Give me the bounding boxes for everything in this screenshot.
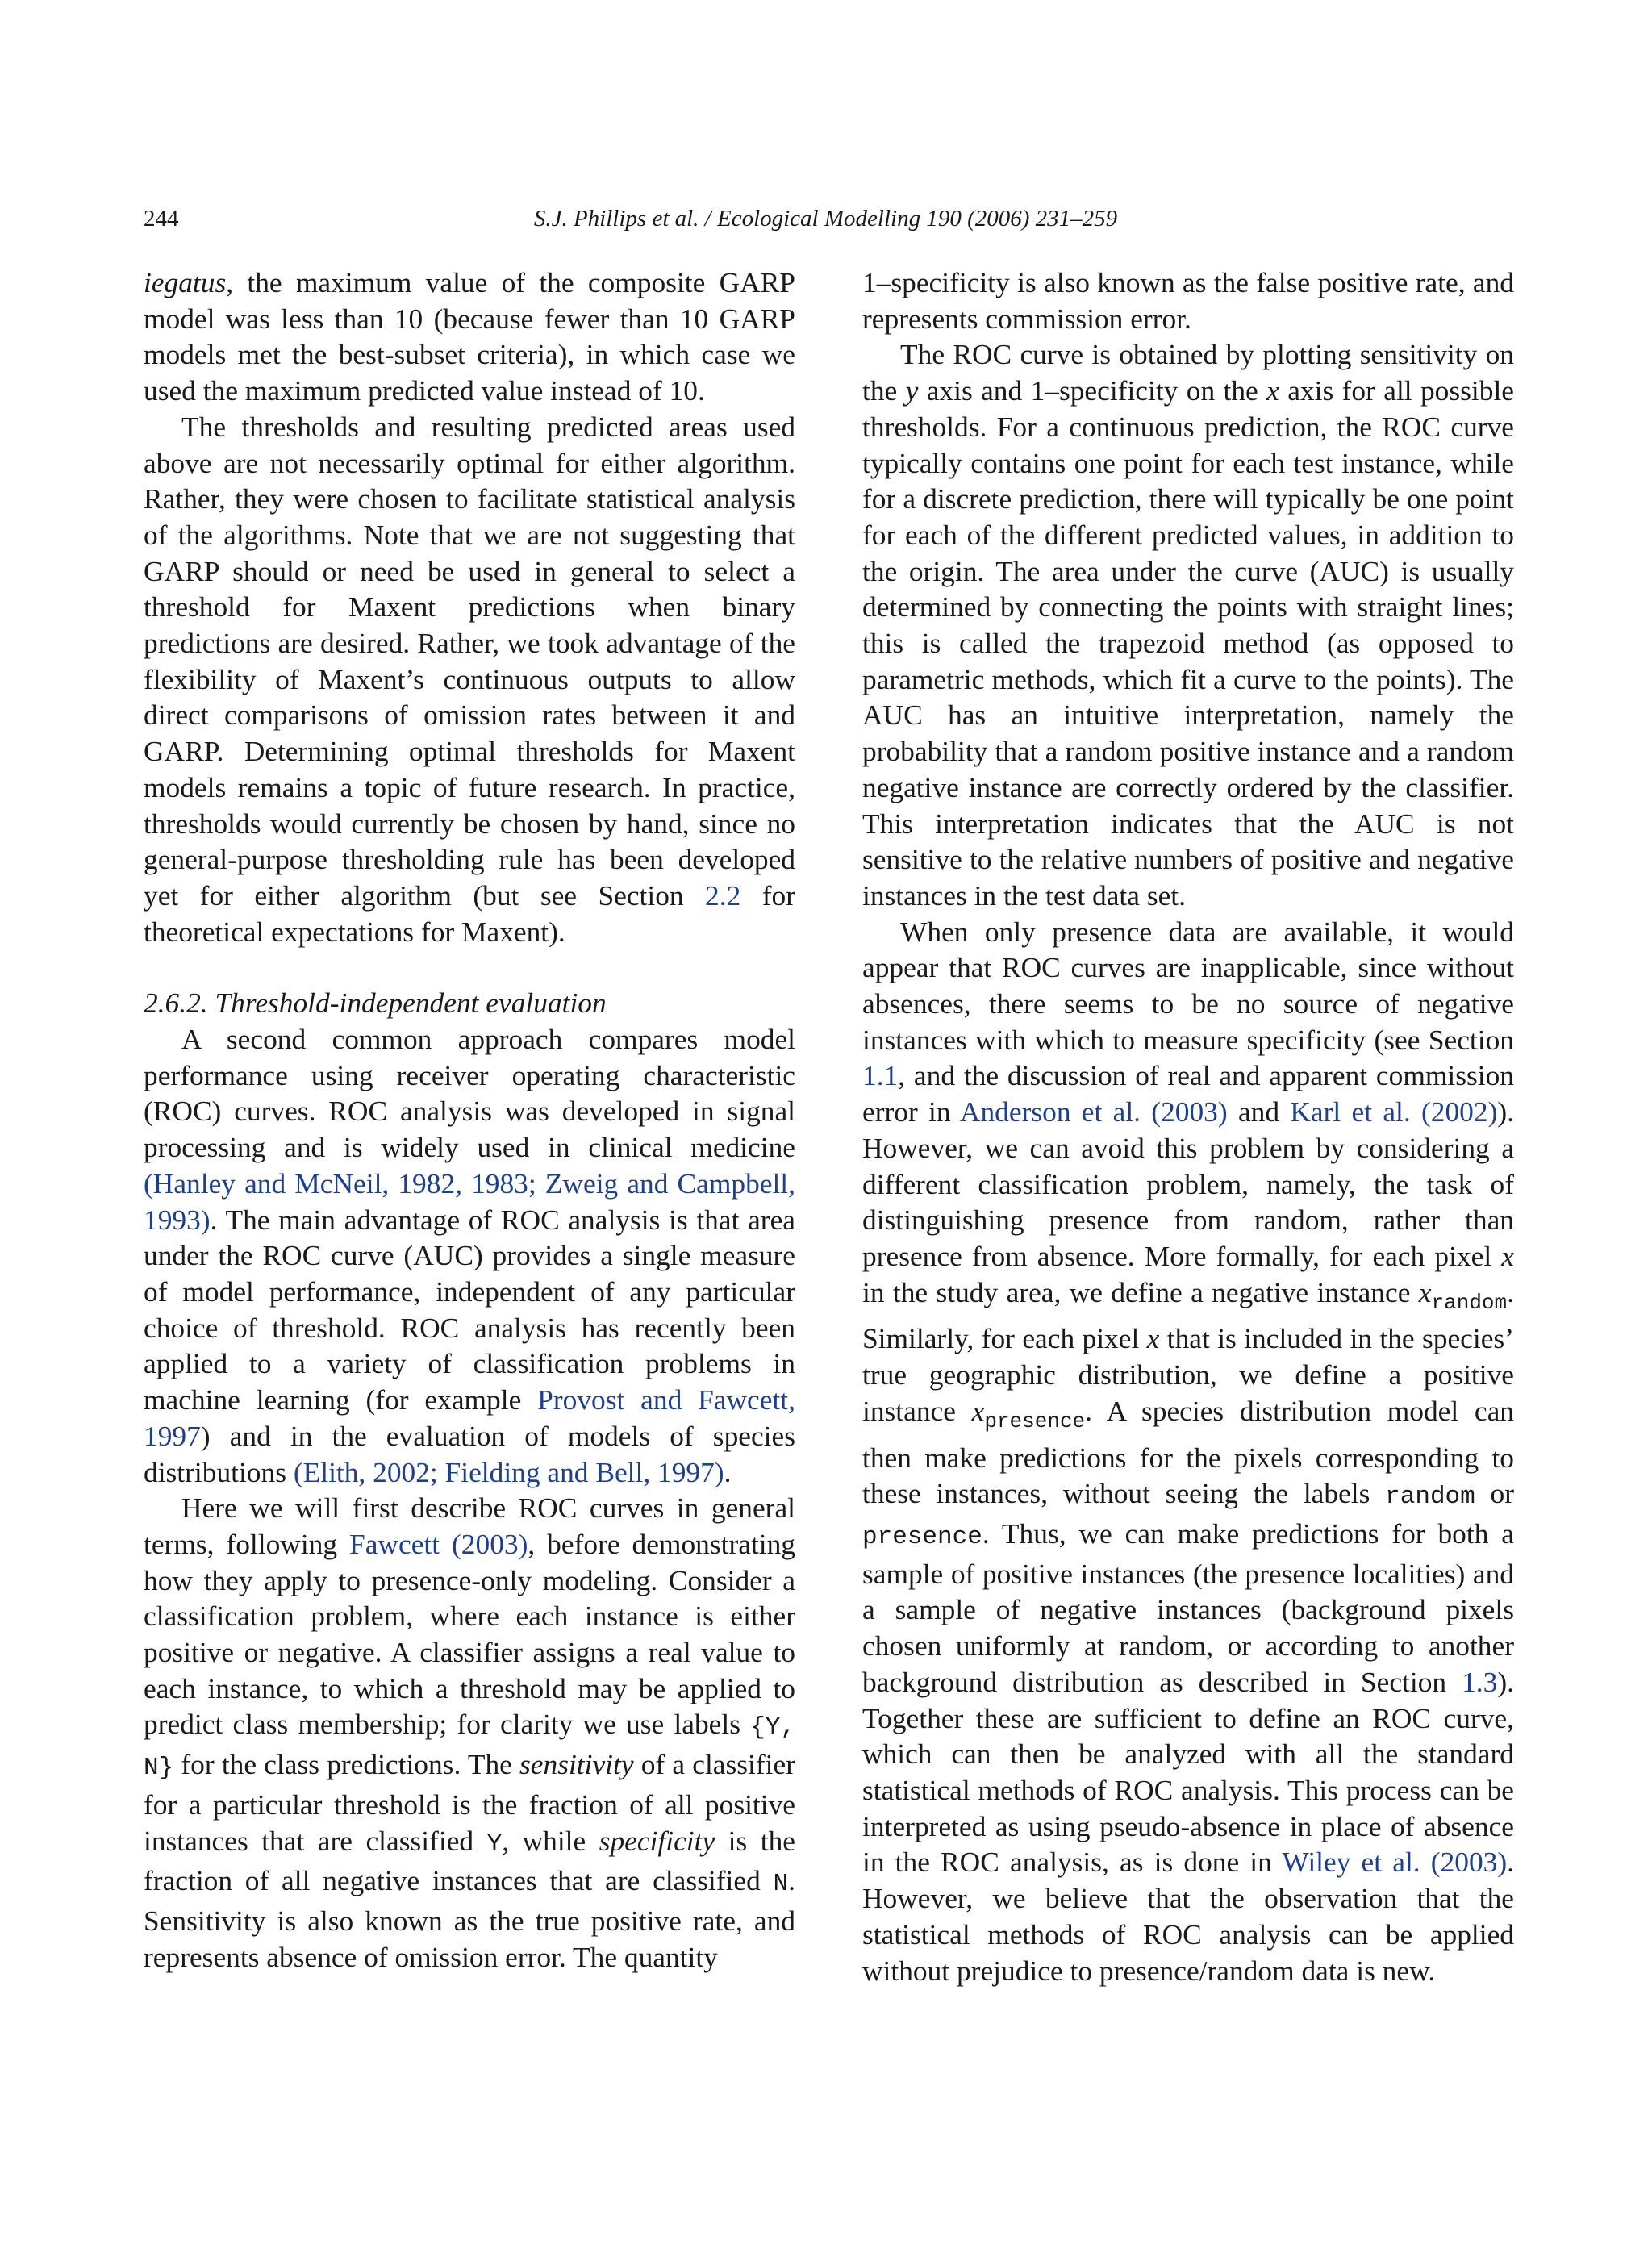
paragraph-thresholds bbox=[144, 409, 795, 950]
paragraph-text: ) and in the evaluation of models of species distributions bbox=[144, 1419, 795, 1488]
paragraph-text: that is included in the species’ true geographic distribution, we define a positive instance bbox=[862, 1322, 1514, 1427]
paragraph-text: of a classifier for a particular threshold is the fraction of all positive instances that are classified bbox=[144, 1748, 795, 1857]
paragraph-text: ). However, we can avoid this problem by considering a different classification problem, namely, the task of distinguishing presence from random, rather than presence from absence. More formally, for each pixel bbox=[862, 1095, 1514, 1272]
label-random: random bbox=[1385, 1483, 1475, 1512]
label-n: N bbox=[773, 1870, 789, 1899]
paragraph-text: , while bbox=[502, 1824, 599, 1857]
label-presence: presence bbox=[862, 1523, 982, 1552]
link-provost-fawcett[interactable]: Provost and Fawcett, 1997 bbox=[144, 1383, 795, 1452]
paragraph-text: When only presence data are available, it would appear that ROC curves are inapplicable, since without absences, there seems to be no source of negative instances with which to measure specificity (see Section bbox=[862, 915, 1514, 1056]
left-column bbox=[144, 265, 795, 1975]
link-wiley-2003[interactable]: Wiley et al. (2003) bbox=[1282, 1846, 1508, 1879]
paragraph-text: . Sensitivity is also known as the true positive rate, and represents absence of omission error. The quantity bbox=[144, 1864, 795, 1973]
paragraph-text: . bbox=[724, 1455, 732, 1488]
paragraph-text: . However, we believe that the observation that the statistical methods of ROC analysis can be applied without prejudice to presence/random data is new. bbox=[862, 1846, 1514, 1987]
link-section-1-3[interactable]: 1.3 bbox=[1462, 1665, 1498, 1698]
paragraph-text: The ROC curve is obtained by plotting sensitivity on the bbox=[862, 338, 1514, 407]
paragraph-roc-curve bbox=[862, 336, 1514, 913]
subscript-presence: presence bbox=[984, 1408, 1086, 1433]
paragraph-text: or bbox=[1475, 1477, 1514, 1510]
paragraph-text: . The main advantage of ROC analysis is that area under the ROC curve (AUC) provides a single measure of model performance, independent of any particular choice of threshold. ROC analysis has recently been applied to a variety of classification problems in machine learning (for example bbox=[144, 1203, 795, 1416]
var-x: x bbox=[1501, 1239, 1514, 1272]
paragraph-continued bbox=[144, 265, 795, 409]
link-section-1-1[interactable]: 1.1 bbox=[862, 1059, 899, 1092]
var-y: y bbox=[905, 374, 919, 407]
paragraph-text: . Thus, we can make predictions for both a sample of positive instances (the presence localities) and a sample of negative instances (background pixels chosen uniformly at random, or according to another background distribution as described in Section bbox=[862, 1517, 1514, 1698]
paragraph-text: is the fraction of all negative instances that are classified bbox=[144, 1824, 795, 1897]
paragraph-text: A second common approach compares model performance using receiver operating characteristic (ROC) curves. ROC analysis was developed in signal processing and is widely used in clinical medicine bbox=[144, 1023, 795, 1164]
paragraph-roc-definition bbox=[144, 1490, 795, 1975]
paragraph-text: in the study area, we define a negative instance bbox=[862, 1275, 1419, 1308]
paragraph-text: , and the discussion of real and apparent commission error in bbox=[862, 1059, 1514, 1129]
paragraph-text: for the class predictions. The bbox=[173, 1748, 520, 1781]
paragraph-text: ). Together these are sufficient to define an ROC curve, which can then be analyzed with all the standard statistical methods of ROC analysis. This process can be interpreted as using pseudo-absence in place of absence in the ROC analysis, as is done in bbox=[862, 1665, 1514, 1879]
var-x-random: x bbox=[1418, 1275, 1432, 1308]
paragraph-text: and bbox=[1227, 1095, 1291, 1129]
paragraph-text: axis for all possible thresholds. For a continuous prediction, the ROC curve typically contains one point for each test instance, while for a discrete prediction, there will typically be one point for each of the different predicted values, in addition to the origin. The area under the curve (AUC) is usually determined by connecting the points with straight lines; this is called the trapezoid method (as opposed to parametric methods, which fit a curve to the points). The AUC has an intuitive interpretation, namely the probability that a random positive instance and a random negative instance are correctly ordered by the classifier. This interpretation indicates that the AUC is not sensitive to the relative numbers of positive and negative instances in the test data set. bbox=[862, 374, 1514, 912]
section-heading: 2.6.2. Threshold-independent evaluation bbox=[144, 987, 607, 1020]
label-y: Y bbox=[486, 1830, 503, 1859]
var-x: x bbox=[1266, 374, 1279, 407]
link-anderson-2003[interactable]: Anderson et al. (2003) bbox=[959, 1095, 1228, 1129]
var-x-presence: x bbox=[971, 1394, 985, 1427]
link-section-2-2[interactable]: 2.2 bbox=[705, 878, 741, 912]
label-set: {Y, N} bbox=[144, 1713, 795, 1783]
species-name: iegatus bbox=[144, 266, 227, 298]
page-number: 244 bbox=[144, 206, 179, 232]
link-elith-fielding[interactable]: (Elith, 2002; Fielding and Bell, 1997) bbox=[293, 1455, 724, 1488]
paragraph-text: , the maximum value of the composite GARP model was less than 10 (because fewer than 10 GARP models met the best-subset criteria), in which case we used the maximum predicted value instead of 10. bbox=[144, 266, 795, 407]
link-karl-2002[interactable]: Karl et al. (2002) bbox=[1290, 1095, 1498, 1129]
paragraph-text: . A species distribution model can then make predictions for the pixels corresponding to these instances, without seeing the labels bbox=[862, 1394, 1514, 1510]
paragraph-text: for theoretical expectations for Maxent). bbox=[144, 878, 795, 948]
paragraph-continued: 1–specificity is also known as the false positive rate, and represents commission error. bbox=[862, 266, 1514, 335]
paragraph-roc-intro bbox=[144, 1021, 795, 1490]
var-x: x bbox=[1146, 1322, 1160, 1355]
term-sensitivity: sensitivity bbox=[519, 1748, 634, 1781]
link-fawcett-2003[interactable]: Fawcett (2003) bbox=[349, 1527, 528, 1560]
paragraph-text: , before demonstrating how they apply to presence-only modeling. Consider a classification problem, where each instance is either positive or negative. A classifier assigns a real value to each instance, to which a threshold may be applied to predict class membership; for clarity we use labels bbox=[144, 1527, 795, 1741]
page-header bbox=[144, 206, 1508, 238]
term-specificity: specificity bbox=[599, 1824, 715, 1857]
paragraph-text: . Similarly, for each pixel bbox=[862, 1275, 1514, 1355]
link-hanley-mcneil[interactable]: (Hanley and McNeil, 1982, 1983; Zweig and Campbell, 1993) bbox=[144, 1166, 795, 1236]
running-title: S.J. Phillips et al. / Ecological Modelling 190 (2006) 231–259 bbox=[533, 206, 1118, 232]
subscript-random: random bbox=[1431, 1290, 1508, 1315]
right-column bbox=[862, 265, 1514, 1988]
paragraph-presence-only bbox=[862, 914, 1514, 1989]
paragraph-text: The thresholds and resulting predicted areas used above are not necessarily optimal for either algorithm. Rather, they were chosen to facilitate statistical analysis of the algorithms. Note that we are not suggesting that GARP should or need be used in general to select a threshold for Maxent predictions when binary predictions are desired. Rather, we took advantage of the flexibility of Maxent’s continuous outputs to allow direct comparisons of omission rates between it and GARP. Determining optimal thresholds for Maxent models remains a topic of future research. In practice, thresholds would currently be chosen by hand, since no general-purpose thresholding rule has been developed yet for either algorithm (but see Section bbox=[144, 410, 795, 912]
paragraph-text: Here we will first describe ROC curves in general terms, following bbox=[144, 1492, 795, 1560]
paragraph-text: axis and 1–specificity on the bbox=[918, 374, 1267, 407]
